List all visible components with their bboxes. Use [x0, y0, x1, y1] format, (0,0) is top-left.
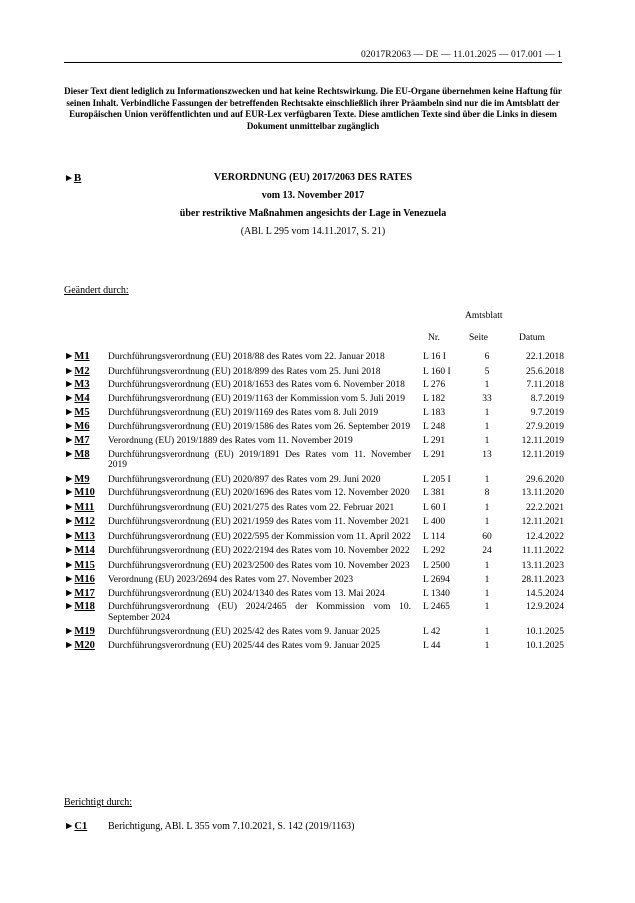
amendment-code: M19: [74, 626, 95, 637]
oj-column-group-label: Amtsblatt: [465, 311, 503, 321]
amendment-link[interactable]: [64, 587, 108, 601]
amendment-description: Durchführungsverordnung (EU) 2020/897 des Rates vom 29. Juni 2020: [108, 474, 381, 485]
amendment-link[interactable]: [64, 405, 108, 420]
amendment-code: M6: [74, 420, 90, 432]
oj-date: 28.11.2023: [521, 575, 564, 585]
amendment-description: Durchführungsverordnung (EU) 2019/1891 Des Rates vom 11. November 2019: [108, 449, 411, 470]
correction-code: C1: [74, 821, 88, 832]
amendment-code: M14: [74, 545, 95, 556]
amendment-code: M13: [74, 530, 95, 542]
amendment-row: [64, 543, 564, 558]
amendment-row: [64, 514, 564, 529]
amendment-description: Durchführungsverordnung (EU) 2025/42 des Rates vom 9. Januar 2025: [108, 627, 381, 637]
oj-date: 12.9.2024: [526, 602, 564, 612]
oj-number: L 44: [423, 640, 441, 651]
triangle-right-icon: ►: [64, 407, 75, 418]
amendment-row: [64, 486, 564, 500]
triangle-right-icon: ►: [64, 821, 75, 832]
triangle-right-icon: ►: [64, 379, 75, 390]
oj-date: 12.4.2022: [526, 531, 564, 542]
oj-date: 8.7.2019: [530, 393, 564, 404]
amendment-link[interactable]: [64, 624, 108, 639]
triangle-right-icon: ►: [64, 559, 75, 571]
oj-number: L 183: [423, 408, 446, 418]
amendment-code: M4: [74, 392, 90, 404]
oj-number: L 114: [423, 531, 445, 542]
oj-page: 1: [484, 588, 490, 599]
triangle-right-icon: ►: [64, 487, 75, 498]
amendment-code: M7: [74, 435, 90, 446]
triangle-right-icon: ►: [64, 501, 75, 513]
corrected-by-heading: Berichtigt durch:: [64, 797, 133, 808]
oj-page: 1: [484, 421, 490, 432]
amendment-description: Durchführungsverordnung (EU) 2019/1163 der Kommission vom 5. Juli 2019: [108, 393, 406, 404]
oj-page: 24: [482, 546, 492, 556]
amendment-description: Durchführungsverordnung (EU) 2018/88 des Rates vom 22. Januar 2018: [108, 352, 385, 362]
oj-number: L 292: [423, 546, 446, 556]
oj-number: L 248: [423, 421, 446, 432]
amendment-row: [64, 472, 564, 487]
oj-page: 1: [484, 640, 490, 651]
oj-date: 14.5.2024: [526, 588, 564, 599]
header-rule: [64, 62, 562, 63]
amendment-code: M18: [74, 601, 95, 612]
amendment-row: [64, 350, 564, 364]
amendment-description: Durchführungsverordnung (EU) 2018/899 des Rates vom 25. Juni 2018: [108, 366, 381, 377]
triangle-right-icon: ►: [64, 530, 75, 542]
amendment-description: Durchführungsverordnung (EU) 2025/44 des Rates vom 9. Januar 2025: [108, 640, 381, 651]
oj-page: 6: [484, 352, 490, 362]
oj-date: 11.11.2022: [521, 546, 564, 556]
triangle-right-icon: ►: [64, 392, 75, 404]
amendment-link[interactable]: [64, 600, 108, 624]
oj-date: 22.1.2018: [526, 352, 564, 362]
amendment-link[interactable]: [64, 543, 108, 558]
amendment-description: Durchführungsverordnung (EU) 2024/1340 des Rates vom 13. Mai 2024: [108, 588, 385, 599]
oj-number: L 1340: [423, 588, 450, 599]
amendment-description: Durchführungsverordnung (EU) 2022/2194 des Rates vom 10. November 2022: [108, 546, 410, 556]
triangle-right-icon: ►: [64, 365, 75, 377]
basic-act-code: B: [73, 172, 82, 184]
column-header-date: Datum: [519, 333, 545, 343]
act-title-block: [64, 172, 562, 244]
document-reference: 02017R2063 — DE — 11.01.2025 — 017.001 — 1: [361, 50, 562, 60]
act-subject: über restriktive Maßnahmen angesichts der Lage in Venezuela: [179, 208, 447, 219]
amendment-code: M5: [74, 407, 90, 418]
oj-date: 12.11.2019: [521, 436, 564, 446]
amendment-row: [64, 433, 564, 448]
oj-number: L 291: [423, 449, 446, 460]
triangle-right-icon: ►: [64, 473, 75, 485]
amendment-description: Durchführungsverordnung (EU) 2024/2465 der Kommission vom 10. September 2024: [108, 602, 411, 623]
oj-page: 8: [484, 488, 490, 498]
act-oj-reference: (ABl. L 295 vom 14.11.2017, S. 21): [240, 226, 386, 237]
amendment-link[interactable]: [64, 472, 108, 487]
oj-date: 22.2.2021: [526, 502, 564, 513]
oj-number: L 276: [423, 380, 446, 390]
oj-number: L 2500: [423, 560, 450, 571]
triangle-right-icon: ►: [64, 574, 75, 585]
oj-date: 29.6.2020: [526, 474, 564, 485]
oj-date: 13.11.2023: [521, 560, 564, 571]
amendment-row: [64, 639, 564, 653]
triangle-right-icon: ►: [64, 545, 75, 556]
amendment-link[interactable]: [64, 486, 108, 500]
amendment-description: Durchführungsverordnung (EU) 2018/1653 des Rates vom 6. November 2018: [108, 380, 405, 390]
amendment-description: Durchführungsverordnung (EU) 2023/2500 des Rates vom 10. November 2023: [108, 560, 410, 571]
triangle-right-icon: ►: [64, 173, 74, 184]
oj-number: L 2465: [423, 602, 450, 612]
amendment-code: M16: [74, 574, 95, 585]
amendment-row: [64, 448, 564, 472]
triangle-right-icon: ►: [64, 435, 75, 446]
oj-date: 12.11.2019: [521, 449, 564, 460]
amendment-link[interactable]: [64, 514, 108, 529]
amendment-description: Durchführungsverordnung (EU) 2019/1586 des Rates vom 26. September 2019: [108, 421, 411, 432]
oj-page: 5: [484, 366, 490, 377]
amendment-link[interactable]: [64, 364, 108, 379]
amendment-description: Durchführungsverordnung (EU) 2020/1696 des Rates vom 12. November 2020: [108, 488, 410, 498]
amendment-link[interactable]: [64, 572, 108, 587]
triangle-right-icon: ►: [64, 626, 75, 637]
oj-number: L 400: [423, 517, 446, 527]
oj-number: L 2694: [423, 575, 450, 585]
amendments-table: [64, 350, 564, 652]
amendment-code: M12: [74, 516, 95, 527]
triangle-right-icon: ►: [64, 351, 75, 362]
oj-date: 12.11.2021: [521, 517, 564, 527]
correction-row: [64, 821, 354, 832]
amendment-link[interactable]: [64, 433, 108, 448]
amendment-row: [64, 572, 564, 587]
oj-page: 1: [484, 380, 490, 390]
column-header-nr: Nr.: [428, 333, 440, 343]
oj-date: 13.11.2020: [521, 488, 564, 498]
amendment-code: M1: [74, 351, 90, 362]
oj-date: 25.6.2018: [526, 366, 564, 377]
oj-page: 33: [482, 393, 492, 404]
act-date: vom 13. November 2017: [261, 190, 365, 201]
amendment-description: Durchführungsverordnung (EU) 2019/1169 des Rates vom 8. Juli 2019: [108, 408, 379, 418]
amendment-link[interactable]: [64, 558, 108, 573]
column-header-page: Seite: [469, 333, 488, 343]
legal-disclaimer: Dieser Text dient lediglich zu Informationszwecken und hat keine Rechtswirkung. Die EU-Organe übernehmen keine Haftung für seinen Inhalt. Verbindliche Fassungen der betreffenden Rechtsakte einschließlich ihrer Präambeln sind nur die im Amtsblatt der Europäischen Union veröffentlichten und auf EUR-Lex verfügbaren Texte. Diese amtlichen Texte sind über die Links in diesem Dokument unmittelbar zugänglich: [64, 86, 562, 131]
amendment-code: M9: [74, 473, 90, 485]
oj-page: 1: [484, 517, 490, 527]
amendment-description: Durchführungsverordnung (EU) 2021/1959 des Rates vom 11. November 2021: [108, 517, 410, 527]
triangle-right-icon: ►: [64, 420, 75, 432]
oj-date: 10.1.2025: [526, 627, 564, 637]
oj-page: 1: [484, 474, 490, 485]
amendment-link[interactable]: [64, 392, 108, 406]
amendment-link[interactable]: [64, 350, 108, 364]
oj-number: L 60 I: [423, 502, 446, 513]
triangle-right-icon: ►: [64, 587, 75, 599]
amendment-row: [64, 587, 564, 601]
amendment-description: Durchführungsverordnung (EU) 2022/595 der Kommission vom 11. April 2022: [108, 531, 411, 542]
oj-date: 27.9.2019: [526, 421, 564, 432]
oj-number: L 381: [423, 488, 446, 498]
oj-number: L 291: [423, 436, 446, 446]
oj-number: L 205 I: [423, 474, 451, 485]
amendment-code: M2: [74, 365, 90, 377]
amendment-row: [64, 420, 564, 434]
oj-page: 13: [482, 449, 492, 460]
oj-date: 9.7.2019: [530, 408, 564, 418]
amendment-row: [64, 500, 564, 515]
correction-link[interactable]: [64, 821, 108, 832]
triangle-right-icon: ►: [64, 448, 75, 460]
oj-page: 1: [484, 602, 490, 612]
amendment-row: [64, 392, 564, 406]
oj-page: 1: [484, 627, 490, 637]
amendment-link[interactable]: [64, 500, 108, 515]
amendment-code: M17: [74, 587, 95, 599]
oj-number: L 160 I: [423, 366, 451, 377]
triangle-right-icon: ►: [64, 601, 75, 612]
amendment-code: M8: [74, 448, 90, 460]
amendment-code: M3: [74, 379, 90, 390]
amendment-description: Durchführungsverordnung (EU) 2021/275 des Rates vom 22. Februar 2021: [108, 502, 395, 513]
amendment-row: [64, 364, 564, 379]
oj-date: 7.11.2018: [526, 380, 564, 390]
act-title: VERORDNUNG (EU) 2017/2063 DES RATES: [213, 172, 413, 183]
amendment-link[interactable]: [64, 378, 108, 392]
amendment-row: [64, 558, 564, 573]
amendment-code: M20: [74, 639, 95, 651]
amendment-link[interactable]: [64, 639, 108, 653]
oj-page: 60: [482, 531, 492, 542]
oj-page: 1: [484, 560, 490, 571]
amended-by-heading: Geändert durch:: [64, 285, 129, 296]
oj-number: L 16 I: [423, 352, 446, 362]
amendment-description: Verordnung (EU) 2019/1889 des Rates vom 11. November 2019: [108, 436, 353, 446]
triangle-right-icon: ►: [64, 639, 75, 651]
amendment-code: M11: [74, 501, 95, 513]
amendment-row: [64, 529, 564, 544]
correction-description: Berichtigung, ABl. L 355 vom 7.10.2021, S. 142 (2019/1163): [108, 821, 355, 832]
oj-page: 1: [484, 502, 490, 513]
oj-date: 10.1.2025: [526, 640, 564, 651]
amendment-description: Verordnung (EU) 2023/2694 des Rates vom 27. November 2023: [108, 575, 354, 585]
amendment-row: [64, 600, 564, 624]
amendment-link[interactable]: [64, 448, 108, 472]
triangle-right-icon: ►: [64, 516, 75, 527]
oj-number: L 182: [423, 393, 446, 404]
amendment-code: M10: [74, 487, 95, 498]
amendment-link[interactable]: [64, 420, 108, 434]
amendment-link[interactable]: [64, 529, 108, 544]
amendment-row: [64, 624, 564, 639]
oj-page: 1: [484, 408, 490, 418]
amendment-row: [64, 378, 564, 392]
oj-number: L 42: [423, 627, 441, 637]
oj-page: 1: [484, 575, 490, 585]
amendment-row: [64, 405, 564, 420]
oj-page: 1: [484, 436, 490, 446]
amendment-code: M15: [74, 559, 95, 571]
